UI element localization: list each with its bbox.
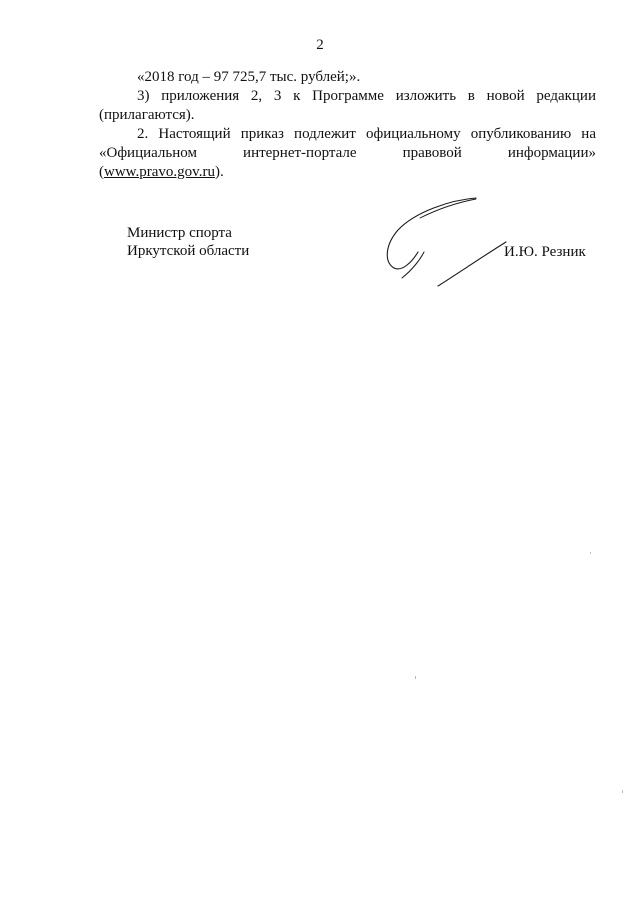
signature-stroke-loop xyxy=(387,198,476,269)
paragraph-amount-2018: «2018 год – 97 725,7 тыс. рублей;». xyxy=(137,69,361,85)
paragraph-appendices: 3) приложения 2, 3 к Программе изложить в новой редакции (прилагаются). xyxy=(99,88,596,123)
signature-stroke-long xyxy=(438,242,506,286)
publication-text: 2. Настоящий приказ подлежит официальному опубликованию на «Официальном интернет-портале правовой информации» ( xyxy=(99,126,596,180)
signatory-title-line2: Иркутской области xyxy=(127,243,250,259)
signature-stroke-top xyxy=(420,199,476,218)
scan-speck xyxy=(622,790,623,793)
signatory-title-line1: Министр спорта xyxy=(127,225,232,241)
handwritten-signature xyxy=(380,190,510,290)
signature-stroke-mid xyxy=(402,252,424,278)
publication-text-end: ). xyxy=(214,164,224,180)
signatory-name: И.Ю. Резник xyxy=(504,244,586,260)
page-number: 2 xyxy=(316,37,324,53)
scan-speck xyxy=(415,676,416,679)
scan-speck xyxy=(590,552,591,554)
signatory-title xyxy=(127,224,249,260)
paragraph-publication xyxy=(99,125,596,182)
pravo-gov-link[interactable]: www.pravo.gov.ru xyxy=(104,164,215,180)
